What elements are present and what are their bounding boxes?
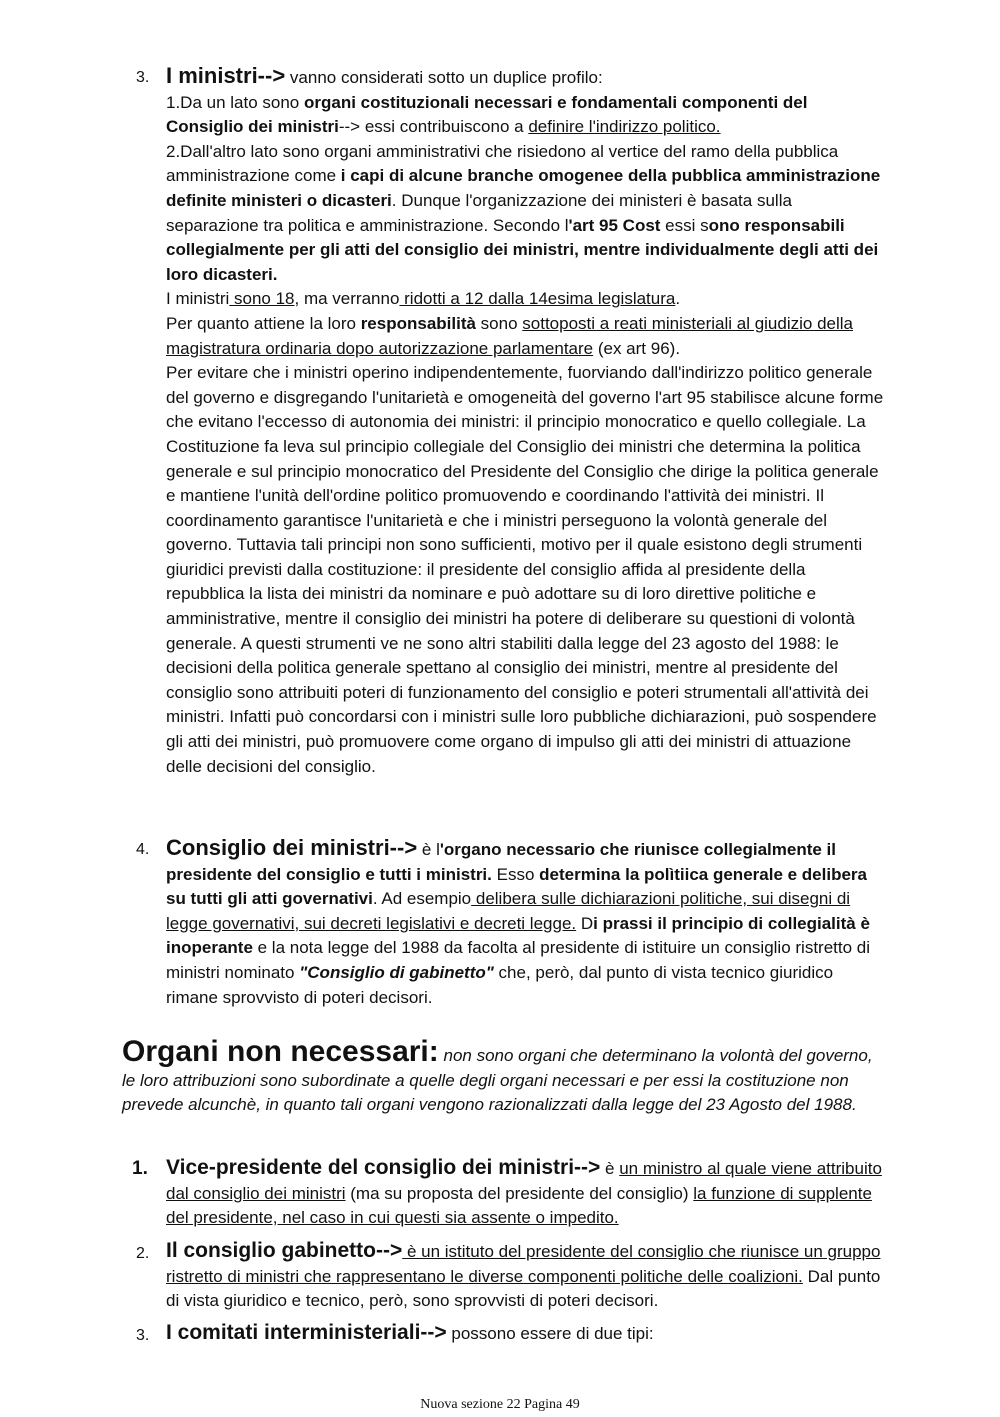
item-4-number: 4. <box>136 841 150 858</box>
sub-2-number: 2. <box>136 1245 150 1262</box>
sub-item-1 <box>166 1156 886 1231</box>
text-run-underline: delibera sulle dichiarazioni politiche, sui disegni di legge governativi, sui decreti legislativi e decreti legge. <box>166 889 851 933</box>
text-run: è <box>600 1159 620 1178</box>
text-run: . Dunque l'organizzazione dei ministeri è basata sulla separazione tra politica e amministrazione. Secondo l <box>166 190 792 235</box>
item-4-title: Consiglio dei ministri--> <box>166 835 418 860</box>
item-4-paragraph <box>166 836 886 1010</box>
text-run: , ma verranno <box>294 289 400 309</box>
text-run-bold: 'organo necessario che riunisce collegialmente il presidente del consiglio e tutti i ministri. <box>166 840 837 884</box>
text-run-underline: la funzione di supplente del presidente, nel caso in cui questi sia assente o impedito. <box>166 1183 872 1228</box>
item-3-title: I ministri--> <box>166 63 286 88</box>
item-3 <box>166 64 886 779</box>
text-run: I ministri <box>166 289 230 309</box>
sub-item-2 <box>166 1239 886 1314</box>
text-run-underline: sottoposti a reati ministeriali al giudizio della magistratura ordinaria dopo autorizzazione parlamentare <box>166 313 853 358</box>
text-run: (ex art 96). <box>593 338 681 358</box>
text-run: 2.Dall'altro lato sono organi amministrativi che risiedono al vertice del ramo della pubblica amministrazione come <box>166 141 839 186</box>
item-3-paragraph-3 <box>166 287 886 312</box>
sub-1-paragraph <box>166 1156 886 1231</box>
text-run: possono essere di due tipi: <box>446 1324 654 1343</box>
item-4 <box>166 836 886 1010</box>
text-run: D <box>576 913 594 933</box>
text-run: . Ad esempio <box>372 889 472 909</box>
section-paragraph <box>122 1035 882 1118</box>
text-run-underline: definire l'indirizzo politico. <box>528 117 721 137</box>
item-3-paragraph-1 <box>166 91 886 140</box>
sub-3-number: 3. <box>136 1327 150 1344</box>
section-organi-non-necessari <box>122 1035 882 1118</box>
text-run: Esso <box>491 864 540 884</box>
sub-2-title: Il consiglio gabinetto--> <box>166 1239 403 1262</box>
text-run: Dal punto di vista giuridico e tecnico, però, sono sprovvisti di poteri decisori. <box>166 1266 881 1311</box>
text-run-bold-italic: "Consiglio di gabinetto" <box>299 962 494 982</box>
item-3-paragraph-2 <box>166 140 886 288</box>
text-run-bold: 'art 95 Cost <box>568 215 661 235</box>
item-3-paragraph-5: Per evitare che i ministri operino indipendentemente, fuorviando dall'indirizzo politico generale del governo e disgregando l'unitarietà e omogeneità del governo l'art 95 stabilisce alcune forme che evitano l'eccesso di autonomia dei ministri: il principio monocratico e quello collegiale. La Costituzione fa leva sul principio collegiale del Consiglio dei ministri che determina la politica generale e sul principio monocratico del Presidente del Consiglio che dirige la politica generale e mantiene l'unità dell'ordine politico promuovendo e coordinando l'attività dei ministri. Il coordinamento garantisce l'unitarietà e che i ministri perseguono la volontà generale del governo. Tuttavia tali principi non sono sufficienti, motivo per il quale esistono degli strumenti giuridici previsti dalla costituzione: il presidente del consiglio affida al presidente della repubblica la lista dei ministri da nominare e può adottare su di loro direttive politiche e amministrative, mentre il consiglio dei ministri ha potere di deliberare su questioni di volontà generale. A questi strumenti ve ne sono altri stabiliti dalla legge del 23 agosto del 1988: le decisioni della politica generale spettano al consiglio dei ministri, mentre al presidente del consiglio sono attribuiti poteri di funzionamento del consiglio e poteri strumentali all'attività dei ministri. Infatti può concordarsi con i ministri sulle loro pubbliche dichiarazioni, può sospendere gli atti dei ministri, può promuovere come organo di impulso gli atti dei ministri di attuazione delle decisioni del consiglio. <box>166 363 884 776</box>
sub-3-title: I comitati interministeriali--> <box>166 1321 447 1344</box>
text-run: e la nota legge del 1988 da facolta al presidente di istituire un consiglio ristretto di ministri nominato <box>166 938 871 982</box>
text-run: essi s <box>660 215 709 235</box>
text-run: (ma su proposta del presidente del consiglio) <box>345 1183 694 1203</box>
text-run-bold: responsabilità <box>360 313 476 333</box>
text-run: Per quanto attiene la loro <box>166 313 361 333</box>
text-run: che, però, dal punto di vista tecnico giuridico rimane sprovvisto di poteri decisori. <box>166 962 834 1007</box>
sub-3-paragraph <box>166 1321 886 1347</box>
text-run-bold: determina la polìtiica generale e delibera su tutti gli atti governativi <box>166 864 867 909</box>
sub-1-number: 1. <box>132 1158 148 1179</box>
text-run-bold: i prassi il principio di collegialità è inoperante <box>166 913 870 958</box>
page-footer: Nuova sezione 22 Pagina 49 <box>420 1397 580 1412</box>
text-run: --> essi contribuiscono a <box>338 117 529 137</box>
text-run-underline: ridotti a 12 dalla 14esima legislatura <box>399 289 676 309</box>
item-3-paragraph-4 <box>166 312 886 361</box>
sub-1-title: Vice-presidente del consiglio dei ministri--> <box>166 1156 601 1179</box>
section-text: non sono organi che determinano la volontà del governo, le loro attribuzioni sono subordinate a quelle degli organi necessari e per essi la costituzione non prevede alcunchè, in quanto tali organi vengono razionalizzati dalla legge del 23 Agosto del 1988. <box>122 1046 873 1115</box>
text-run: è l <box>417 840 440 859</box>
text-run-underline: un ministro al quale viene attribuito dal consiglio dei ministri <box>166 1159 882 1203</box>
text-run-underline: è un istituto del presidente del consiglio che riunisce un gruppo ristretto di ministri che rappresentano le diverse componenti politiche delle coalizioni. <box>166 1242 881 1286</box>
text-run: . <box>675 289 681 309</box>
text-run-bold: i capi di alcune branche omogenee della pubblica amministrazione definite ministeri o dicasteri <box>166 166 881 210</box>
item-3-heading <box>166 64 886 91</box>
sub-2-paragraph <box>166 1239 886 1314</box>
text-run-bold: ono responsabili collegialmente per gli atti del consiglio dei ministri, mentre individualmente degli atti dei loro dicasteri. <box>166 215 879 284</box>
section-title: Organi non necessari: <box>122 1035 439 1068</box>
text-run: sono <box>475 313 523 333</box>
sub-item-3 <box>166 1321 886 1347</box>
text-run: 1.Da un lato sono <box>166 92 304 112</box>
item-3-intro: vanno considerati sotto un duplice profilo: <box>285 68 603 87</box>
item-3-number: 3. <box>136 69 150 86</box>
text-run-underline: sono 18 <box>229 289 295 309</box>
text-run-bold: organi costituzionali necessari e fondamentali componenti del Consiglio dei ministri <box>166 92 808 137</box>
